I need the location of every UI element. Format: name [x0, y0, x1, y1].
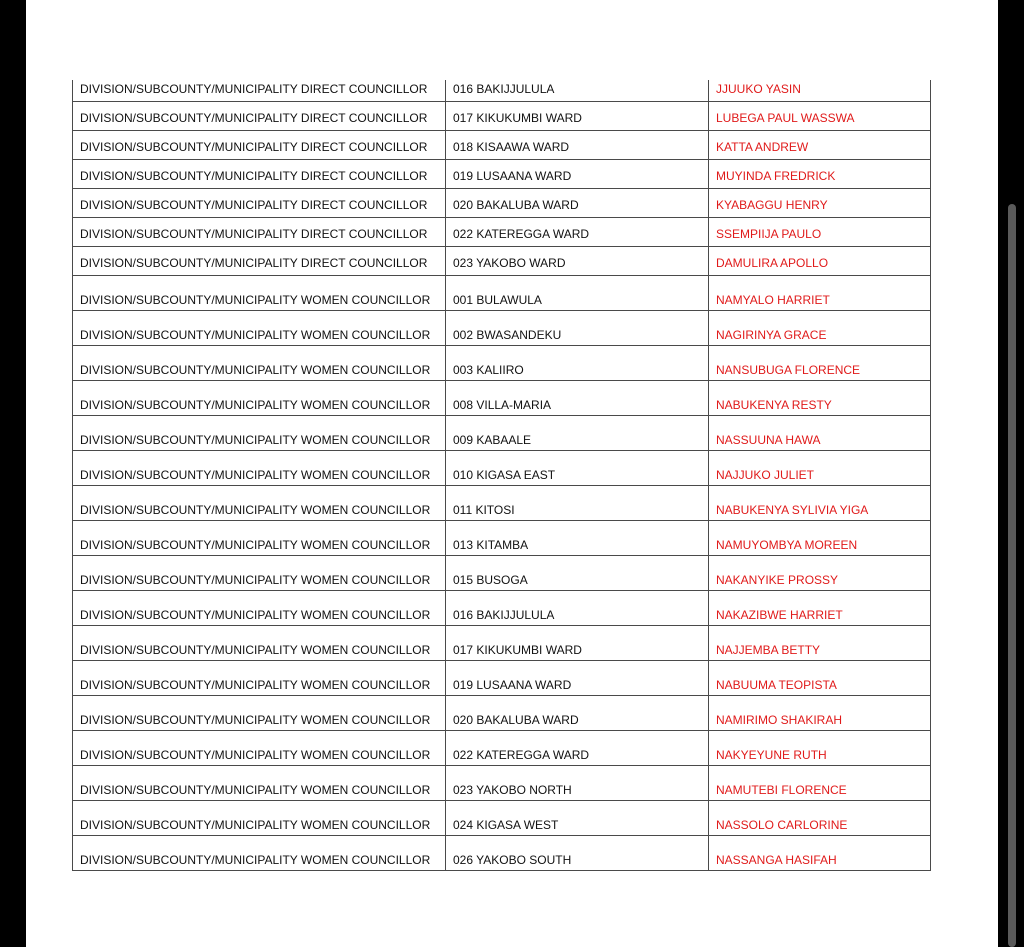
role-cell: DIVISION/SUBCOUNTY/MUNICIPALITY WOMEN COUNCILLOR — [73, 521, 446, 556]
table-row — [73, 766, 931, 801]
name-cell: NAMYALO HARRIET — [709, 276, 931, 311]
ward-cell: 023 YAKOBO NORTH — [446, 766, 709, 801]
name-cell: NABUKENYA RESTY — [709, 381, 931, 416]
ward-cell: 026 YAKOBO SOUTH — [446, 836, 709, 871]
role-cell: DIVISION/SUBCOUNTY/MUNICIPALITY DIRECT COUNCILLOR — [73, 102, 446, 131]
ward-cell: 009 KABAALE — [446, 416, 709, 451]
role-cell: DIVISION/SUBCOUNTY/MUNICIPALITY WOMEN COUNCILLOR — [73, 346, 446, 381]
document-page — [26, 0, 998, 947]
table-row — [73, 346, 931, 381]
role-cell: DIVISION/SUBCOUNTY/MUNICIPALITY WOMEN COUNCILLOR — [73, 276, 446, 311]
table-row — [73, 102, 931, 131]
name-cell: DAMULIRA APOLLO — [709, 247, 931, 276]
ward-cell: 011 KITOSI — [446, 486, 709, 521]
role-cell: DIVISION/SUBCOUNTY/MUNICIPALITY WOMEN COUNCILLOR — [73, 556, 446, 591]
role-cell: DIVISION/SUBCOUNTY/MUNICIPALITY WOMEN COUNCILLOR — [73, 661, 446, 696]
role-cell: DIVISION/SUBCOUNTY/MUNICIPALITY DIRECT COUNCILLOR — [73, 160, 446, 189]
table-row — [73, 131, 931, 160]
table-row — [73, 189, 931, 218]
table-row — [73, 247, 931, 276]
name-cell: NABUKENYA SYLIVIA YIGA — [709, 486, 931, 521]
table-row — [73, 801, 931, 836]
role-cell: DIVISION/SUBCOUNTY/MUNICIPALITY WOMEN COUNCILLOR — [73, 381, 446, 416]
ward-cell: 016 BAKIJJULULA — [446, 80, 709, 102]
role-cell: DIVISION/SUBCOUNTY/MUNICIPALITY DIRECT COUNCILLOR — [73, 80, 446, 102]
table-row — [73, 160, 931, 189]
table-row — [73, 661, 931, 696]
table-row — [73, 451, 931, 486]
name-cell: NAKANYIKE PROSSY — [709, 556, 931, 591]
role-cell: DIVISION/SUBCOUNTY/MUNICIPALITY WOMEN COUNCILLOR — [73, 416, 446, 451]
role-cell: DIVISION/SUBCOUNTY/MUNICIPALITY WOMEN COUNCILLOR — [73, 696, 446, 731]
name-cell: LUBEGA PAUL WASSWA — [709, 102, 931, 131]
name-cell: NABUUMA TEOPISTA — [709, 661, 931, 696]
role-cell: DIVISION/SUBCOUNTY/MUNICIPALITY DIRECT COUNCILLOR — [73, 131, 446, 160]
ward-cell: 013 KITAMBA — [446, 521, 709, 556]
name-cell: MUYINDA FREDRICK — [709, 160, 931, 189]
name-cell: NANSUBUGA FLORENCE — [709, 346, 931, 381]
ward-cell: 015 BUSOGA — [446, 556, 709, 591]
table-row — [73, 626, 931, 661]
name-cell: NAGIRINYA GRACE — [709, 311, 931, 346]
scrollbar-thumb[interactable] — [1008, 204, 1016, 947]
ward-cell: 024 KIGASA WEST — [446, 801, 709, 836]
ward-cell: 019 LUSAANA WARD — [446, 160, 709, 189]
name-cell: NASSANGA HASIFAH — [709, 836, 931, 871]
name-cell: JJUUKO YASIN — [709, 80, 931, 102]
role-cell: DIVISION/SUBCOUNTY/MUNICIPALITY WOMEN COUNCILLOR — [73, 731, 446, 766]
name-cell: NAMUYOMBYA MOREEN — [709, 521, 931, 556]
table-row — [73, 486, 931, 521]
ward-cell: 017 KIKUKUMBI WARD — [446, 102, 709, 131]
name-cell: NAJJEMBA BETTY — [709, 626, 931, 661]
ward-cell: 023 YAKOBO WARD — [446, 247, 709, 276]
role-cell: DIVISION/SUBCOUNTY/MUNICIPALITY WOMEN COUNCILLOR — [73, 311, 446, 346]
ward-cell: 022 KATEREGGA WARD — [446, 731, 709, 766]
role-cell: DIVISION/SUBCOUNTY/MUNICIPALITY WOMEN COUNCILLOR — [73, 626, 446, 661]
table-row — [73, 311, 931, 346]
name-cell: NAJJUKO JULIET — [709, 451, 931, 486]
ward-cell: 018 KISAAWA WARD — [446, 131, 709, 160]
role-cell: DIVISION/SUBCOUNTY/MUNICIPALITY WOMEN COUNCILLOR — [73, 766, 446, 801]
name-cell: KYABAGGU HENRY — [709, 189, 931, 218]
name-cell: NAKAZIBWE HARRIET — [709, 591, 931, 626]
table-row — [73, 80, 931, 102]
name-cell: NASSOLO CARLORINE — [709, 801, 931, 836]
ward-cell: 016 BAKIJJULULA — [446, 591, 709, 626]
name-cell: NASSUUNA HAWA — [709, 416, 931, 451]
councillor-table-body — [73, 80, 931, 871]
ward-cell: 017 KIKUKUMBI WARD — [446, 626, 709, 661]
table-row — [73, 696, 931, 731]
table-row — [73, 276, 931, 311]
role-cell: DIVISION/SUBCOUNTY/MUNICIPALITY WOMEN COUNCILLOR — [73, 486, 446, 521]
role-cell: DIVISION/SUBCOUNTY/MUNICIPALITY DIRECT COUNCILLOR — [73, 247, 446, 276]
table-row — [73, 836, 931, 871]
ward-cell: 002 BWASANDEKU — [446, 311, 709, 346]
ward-cell: 008 VILLA-MARIA — [446, 381, 709, 416]
name-cell: NAMIRIMO SHAKIRAH — [709, 696, 931, 731]
table-row — [73, 381, 931, 416]
name-cell: NAMUTEBI FLORENCE — [709, 766, 931, 801]
ward-cell: 019 LUSAANA WARD — [446, 661, 709, 696]
role-cell: DIVISION/SUBCOUNTY/MUNICIPALITY DIRECT COUNCILLOR — [73, 218, 446, 247]
role-cell: DIVISION/SUBCOUNTY/MUNICIPALITY WOMEN COUNCILLOR — [73, 451, 446, 486]
scrollbar-track[interactable] — [998, 0, 1024, 947]
table-row — [73, 416, 931, 451]
ward-cell: 010 KIGASA EAST — [446, 451, 709, 486]
ward-cell: 020 BAKALUBA WARD — [446, 189, 709, 218]
table-row — [73, 731, 931, 766]
table-row — [73, 556, 931, 591]
ward-cell: 001 BULAWULA — [446, 276, 709, 311]
table-row — [73, 218, 931, 247]
ward-cell: 020 BAKALUBA WARD — [446, 696, 709, 731]
role-cell: DIVISION/SUBCOUNTY/MUNICIPALITY WOMEN COUNCILLOR — [73, 836, 446, 871]
role-cell: DIVISION/SUBCOUNTY/MUNICIPALITY WOMEN COUNCILLOR — [73, 801, 446, 836]
role-cell: DIVISION/SUBCOUNTY/MUNICIPALITY WOMEN COUNCILLOR — [73, 591, 446, 626]
name-cell: SSEMPIIJA PAULO — [709, 218, 931, 247]
ward-cell: 022 KATEREGGA WARD — [446, 218, 709, 247]
table-row — [73, 521, 931, 556]
name-cell: NAKYEYUNE RUTH — [709, 731, 931, 766]
councillor-table — [72, 80, 931, 871]
name-cell: KATTA ANDREW — [709, 131, 931, 160]
ward-cell: 003 KALIIRO — [446, 346, 709, 381]
table-row — [73, 591, 931, 626]
role-cell: DIVISION/SUBCOUNTY/MUNICIPALITY DIRECT COUNCILLOR — [73, 189, 446, 218]
